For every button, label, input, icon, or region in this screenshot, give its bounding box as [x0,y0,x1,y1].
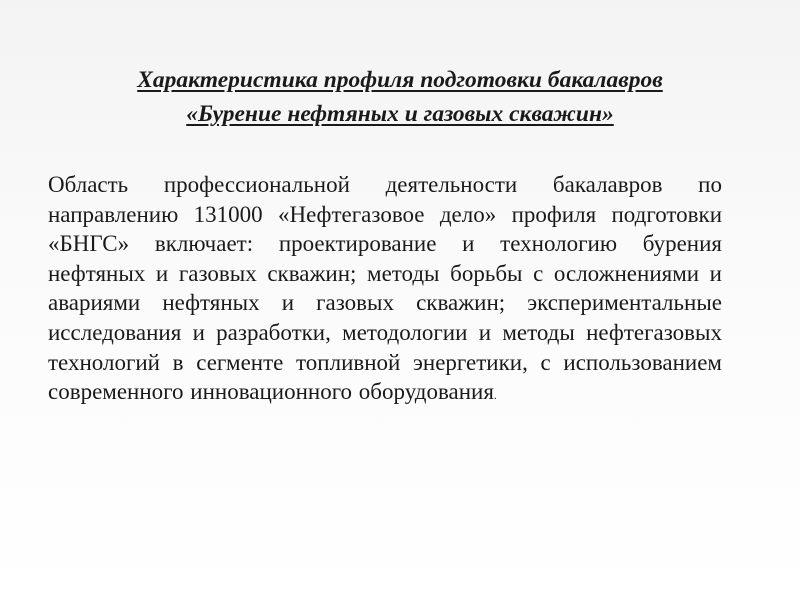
slide-title-line-1: Характеристика профиля подготовки бакалавров [137,67,663,93]
slide-title [40,63,760,131]
slide-body-paragraph [48,170,722,411]
slide-body-text: Область профессиональной деятельности бакалавров по направлению 131000 «Нефтегазовое дело» профиля подготовки «БНГС» включает: проектирование и технологию бурения нефтяных и газовых скважин; методы борьбы с осложнениями и авариями нефтяных и газовых скважин; экспериментальные исследования и разработки, методологии и методы нефтегазовых технологий в сегменте топливной энергетики, с использованием современного инновационного оборудования [48,172,722,405]
slide-body-period: . [493,388,497,403]
slide-title-line-2: «Бурение нефтяных и газовых скважин» [186,101,614,127]
